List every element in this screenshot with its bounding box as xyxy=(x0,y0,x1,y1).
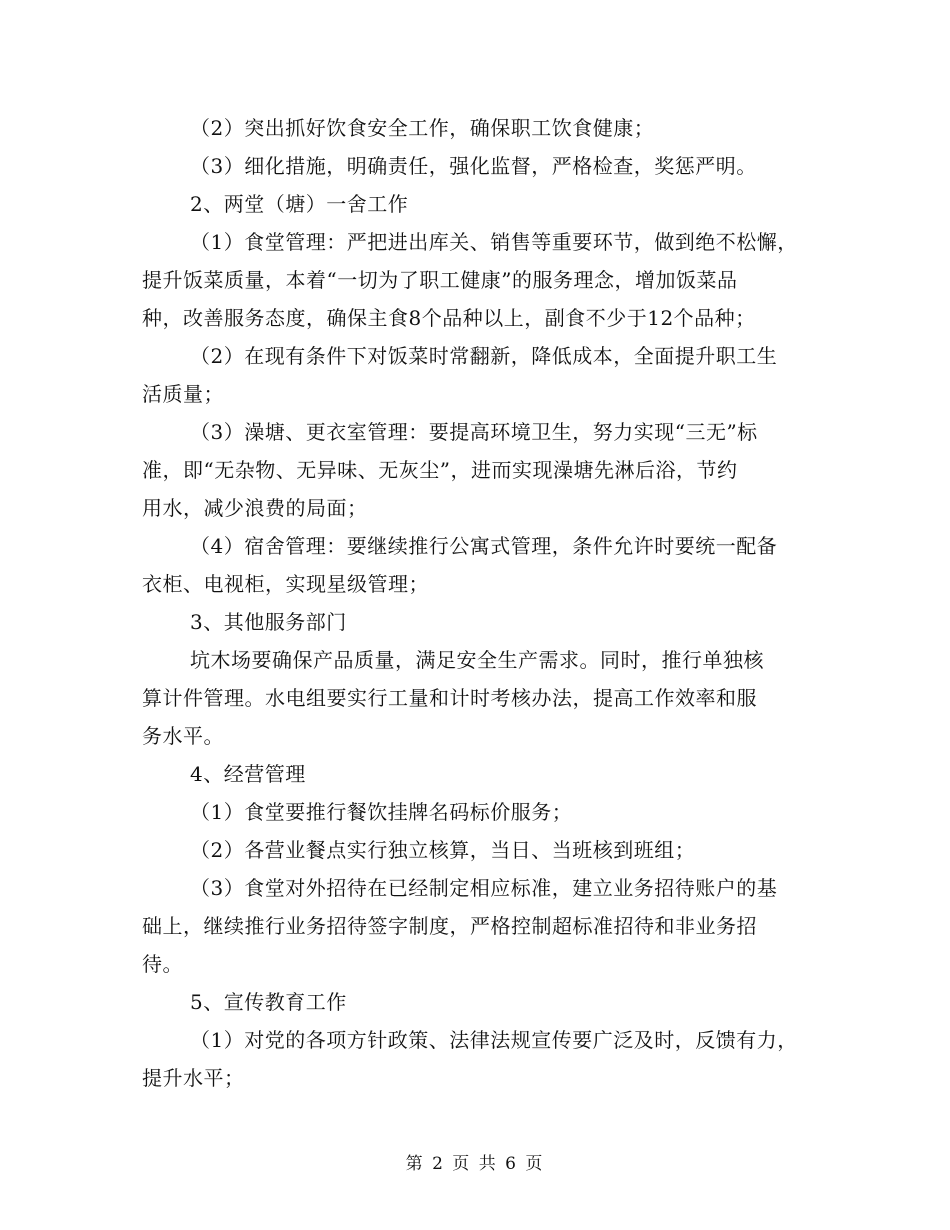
section-heading: 2、两堂（塘）一舍工作 xyxy=(190,192,409,216)
text-line: （2）突出抓好饮食安全工作，确保职工饮食健康； xyxy=(190,116,655,140)
text-line: （1）对党的各项方针政策、法律法规宣传要广泛及时，反馈有力， xyxy=(190,1028,798,1052)
text-line: 活质量； xyxy=(142,382,224,406)
text-line: 提升水平； xyxy=(142,1066,245,1090)
text-line: 坑木场要确保产品质量，满足安全生产需求。同时，推行单独核 xyxy=(190,648,764,672)
page-number-footer: 第 2 页 共 6 页 xyxy=(405,1154,545,1174)
text-line: （2）各营业餐点实行独立核算，当日、当班核到班组； xyxy=(190,838,696,862)
text-line: 准，即“无杂物、无异味、无灰尘”，进而实现澡塘先淋后浴，节约 xyxy=(142,458,738,482)
text-line: （2）在现有条件下对饭菜时常翻新，降低成本，全面提升职工生 xyxy=(190,344,778,368)
text-line: （3）澡塘、更衣室管理：要提高环境卫生，努力实现“三无”标 xyxy=(190,420,758,444)
section-heading: 5、宣传教育工作 xyxy=(190,990,347,1014)
section-heading: 3、其他服务部门 xyxy=(190,610,347,634)
text-line: （3）细化措施，明确责任，强化监督，严格检查，奖惩严明。 xyxy=(190,154,757,178)
text-line: （4）宿舍管理：要继续推行公寓式管理，条件允许时要统一配备 xyxy=(190,534,778,558)
text-line: 用水，减少浪费的局面； xyxy=(142,496,368,520)
text-line: 提升饭菜质量，本着“一切为了职工健康”的服务理念，增加饭菜品 xyxy=(142,268,738,292)
text-line: 种，改善服务态度，确保主食8个品种以上，副食不少于12个品种； xyxy=(142,306,756,330)
text-line: （1）食堂管理：严把进出库关、销售等重要环节，做到绝不松懈， xyxy=(190,230,798,254)
text-line: （1）食堂要推行餐饮挂牌名码标价服务； xyxy=(190,800,573,824)
text-line: 衣柜、电视柜，实现星级管理； xyxy=(142,572,429,596)
text-line: 务水平。 xyxy=(142,724,224,748)
section-heading: 4、经营管理 xyxy=(190,762,306,786)
text-line: （3）食堂对外招待在已经制定相应标准，建立业务招待账户的基 xyxy=(190,876,778,900)
text-line: 算计件管理。水电组要实行工量和计时考核办法，提高工作效率和服 xyxy=(142,686,757,710)
text-line: 础上，继续推行业务招待签字制度，严格控制超标准招待和非业务招 xyxy=(142,914,757,938)
text-line: 待。 xyxy=(142,952,183,976)
